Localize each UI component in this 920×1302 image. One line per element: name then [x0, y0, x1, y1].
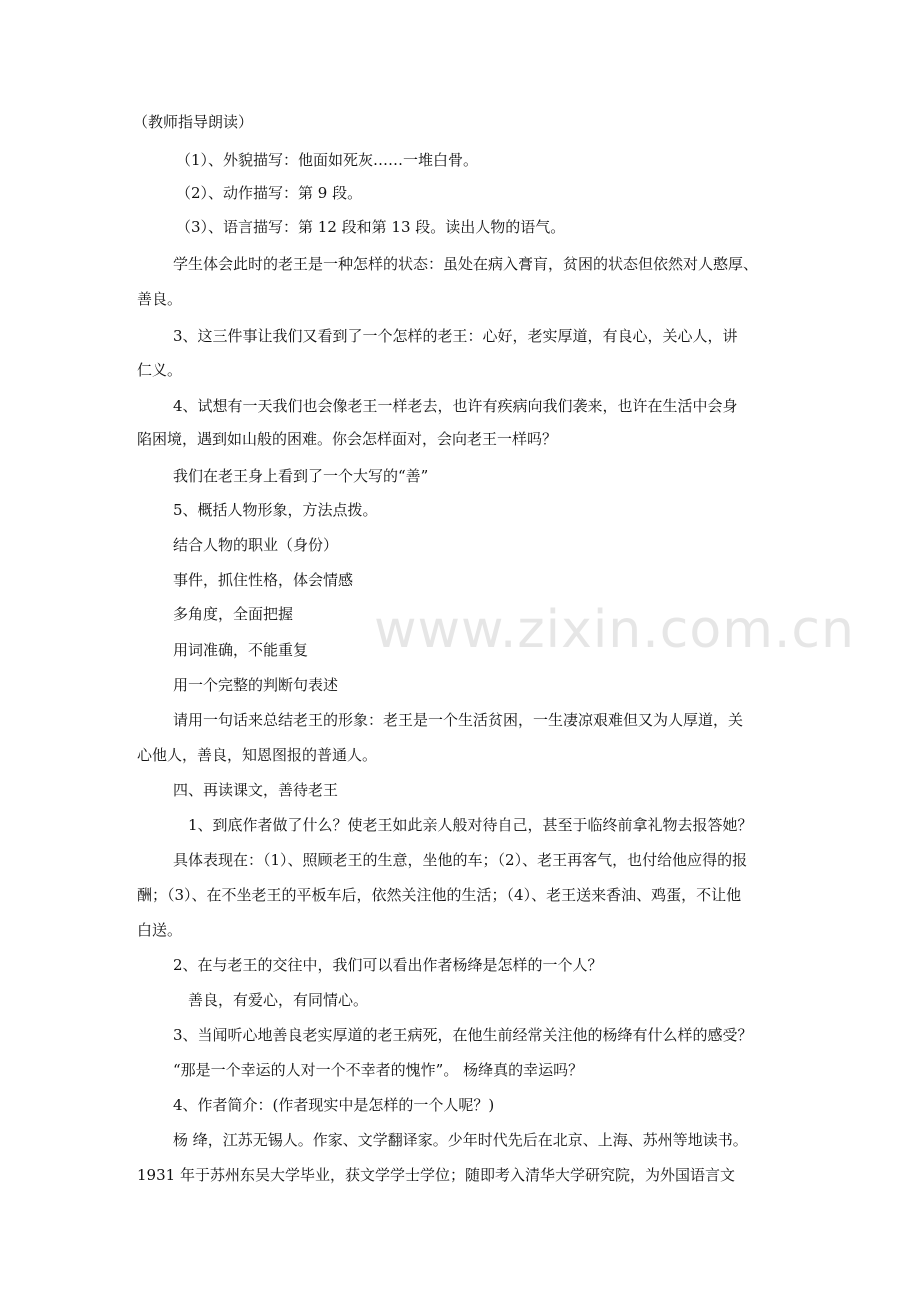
- section-heading: 四、再读课文，善待老王: [173, 781, 339, 799]
- paragraph-line: 杨 绛，江苏无锡人。作家、文学翻译家。少年时代先后在北京、上海、苏州等地读书。: [173, 1131, 748, 1149]
- paragraph-line: 1、到底作者做了什么？使老王如此亲人般对待自己，甚至于临终前拿礼物去报答她？: [188, 816, 753, 834]
- paragraph-line: 用词准确，不能重复: [173, 641, 309, 659]
- paragraph-line: 陷困境，遇到如山般的困难。你会怎样面对，会向老王一样吗？: [137, 430, 558, 448]
- paragraph-line: 我们在老王身上看到了一个大写的“善”: [173, 467, 429, 485]
- paragraph-line: 结合人物的职业（身份）: [173, 536, 339, 554]
- paragraph-line: 仁义。: [137, 361, 183, 379]
- paragraph-line: （教师指导朗读）: [133, 113, 254, 131]
- paragraph-line: （3）、语言描写：第 12 段和第 13 段。读出人物的语气。: [176, 218, 566, 236]
- paragraph-line: 善良。: [137, 290, 183, 308]
- paragraph-line: 1931 年于苏州东吴大学毕业，获文学学士学位；随即考入清华大学研究院，为外国语言文: [137, 1166, 735, 1184]
- paragraph-line: 善良，有爱心，有同情心。: [188, 991, 369, 1009]
- paragraph-line: 2、在与老王的交往中，我们可以看出作者杨绛是怎样的一个人？: [173, 956, 603, 974]
- paragraph-line: 3、这三件事让我们又看到了一个怎样的老王：心好，老实厚道，有良心，关心人，讲: [173, 327, 738, 345]
- paragraph-line: 事件，抓住性格，体会情感: [173, 571, 354, 589]
- paragraph-line: 请用一句话来总结老王的形象：老王是一个生活贫困，一生凄凉艰难但又为人厚道，关: [173, 711, 744, 729]
- paragraph-line: “那是一个幸运的人对一个不幸者的愧怍”。 杨绛真的幸运吗？: [173, 1061, 584, 1079]
- paragraph-line: 用一个完整的判断句表述: [173, 676, 339, 694]
- paragraph-line: 酬；（3）、在不坐老王的平板车后，依然关注他的生活；（4）、老王送来香油、鸡蛋，不让他: [137, 886, 742, 904]
- watermark: www.zixin.com.cn: [374, 600, 855, 660]
- paragraph-line: 3、当闻听心地善良老实厚道的老王病死，在他生前经常关注他的杨绛有什么样的感受？: [173, 1026, 753, 1044]
- paragraph-line: 白送。: [137, 921, 183, 939]
- paragraph-line: 多角度，全面把握: [173, 605, 294, 623]
- paragraph-line: 具体表现在：（1）、照顾老王的生意，坐他的车；（2）、老王再客气，也付给他应得的报: [173, 851, 748, 869]
- paragraph-line: 心他人，善良，知恩图报的普通人。: [137, 746, 378, 764]
- paragraph-line: 学生体会此时的老王是一种怎样的状态：虽处在病入膏肓，贫困的状态但依然对人憨厚、: [173, 255, 759, 273]
- paragraph-line: （1）、外貌描写：他面如死灰……一堆白骨。: [176, 151, 479, 169]
- paragraph-line: （2）、动作描写：第 9 段。: [176, 184, 363, 202]
- paragraph-line: 5、概括人物形象，方法点拨。: [173, 501, 378, 519]
- paragraph-line: 4、作者简介：(作者现实中是怎样的一个人呢？): [173, 1096, 495, 1114]
- paragraph-line: 4、试想有一天我们也会像老王一样老去，也许有疾病向我们袭来，也许在生活中会身: [173, 397, 738, 415]
